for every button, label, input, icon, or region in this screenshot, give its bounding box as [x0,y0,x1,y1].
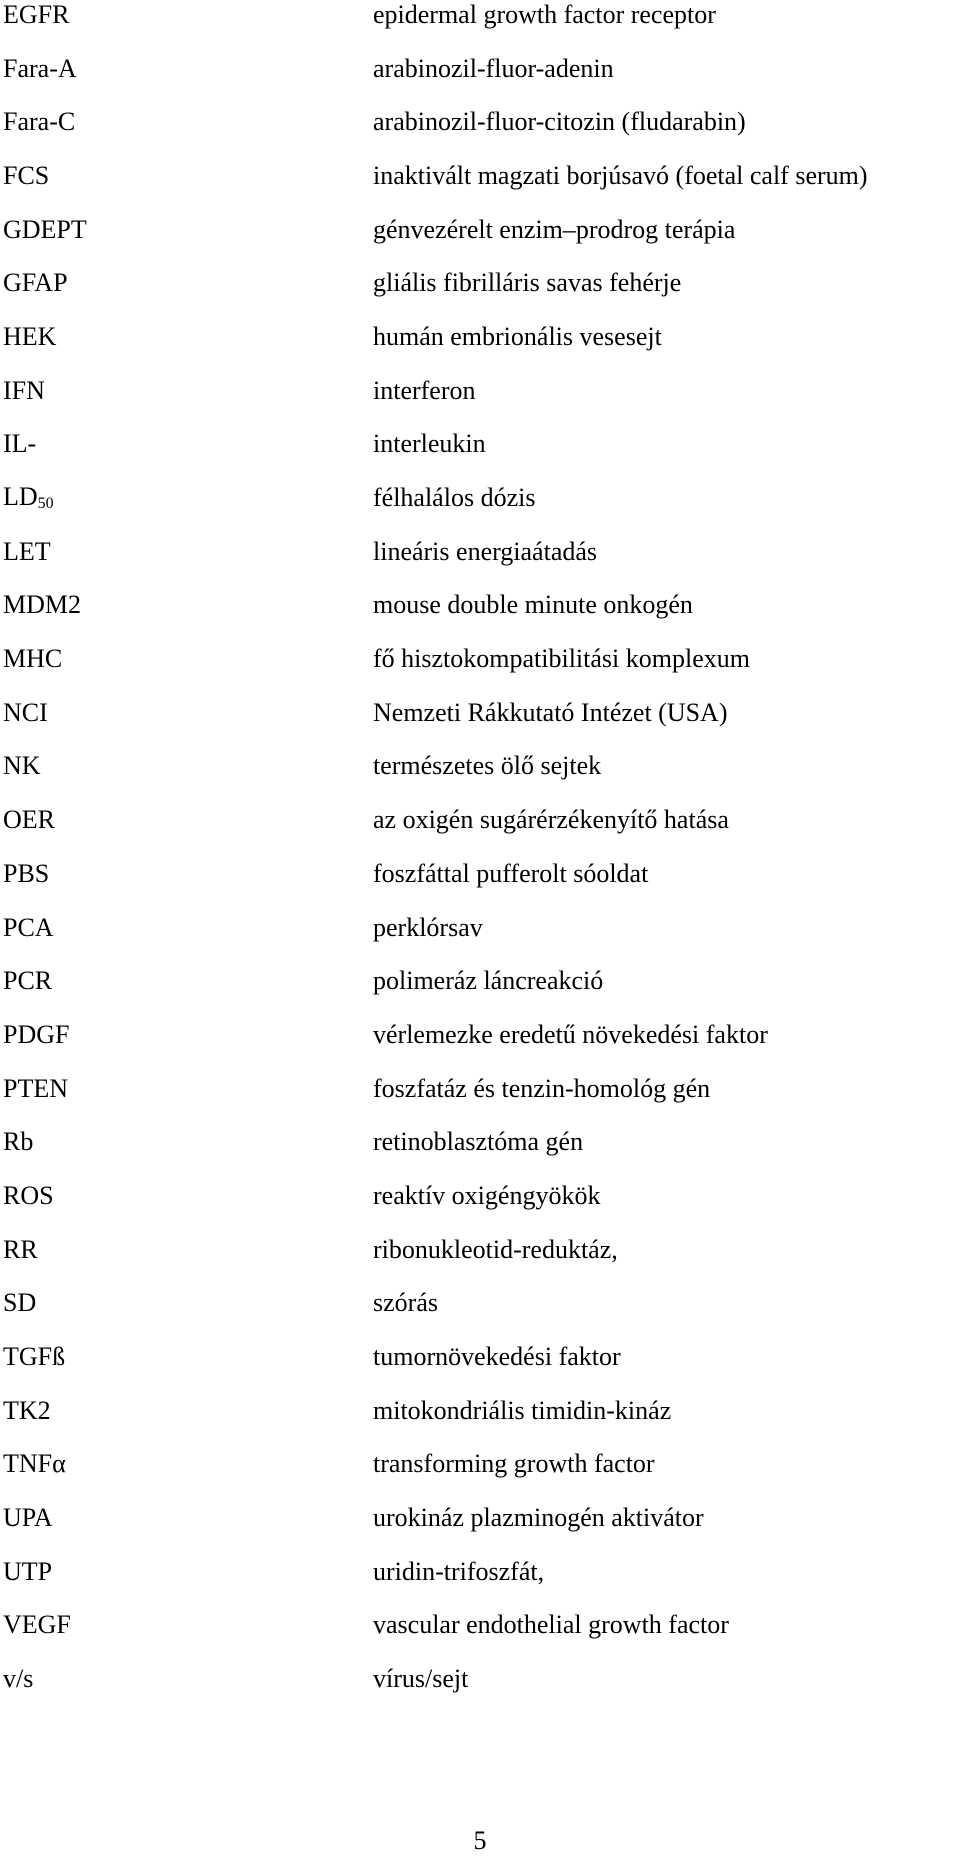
abbreviation-definition: szórás [373,1288,438,1318]
abbreviation-term [0,697,373,727]
abbreviation-row [0,1438,960,1492]
abbreviation-row [0,1169,960,1223]
abbreviation-definition: transforming growth factor [373,1449,655,1479]
abbreviation-definition: mouse double minute onkogén [373,590,693,620]
abbreviation-text: FCS [3,160,50,190]
abbreviation-definition: foszfatáz és tenzin-homológ gén [373,1073,711,1103]
abbreviation-text: PTEN [3,1073,68,1103]
abbreviation-row [0,95,960,149]
abbreviation-row [0,42,960,96]
abbreviation-definition: retinoblasztóma gén [373,1127,584,1157]
abbreviation-term [0,1129,373,1155]
abbreviation-definition: uridin-trifoszfát, [373,1556,545,1586]
abbreviation-text: OER [3,805,55,835]
abbreviation-text: IFN [3,375,45,405]
abbreviation-definition: gliális fibrilláris savas fehérje [373,268,682,298]
abbreviation-definition: urokináz plazminogén aktivátor [373,1503,704,1533]
abbreviation-text: LD [3,482,38,512]
abbreviation-term [0,321,373,351]
abbreviation-term [0,270,373,296]
abbreviation-text: Fara-A [3,53,77,83]
abbreviation-term [0,214,373,244]
abbreviation-text: VEGF [3,1610,71,1640]
abbreviation-text: MDM2 [3,590,82,620]
abbreviation-row [0,1491,960,1545]
abbreviation-term [0,646,373,672]
abbreviation-text: NK [3,751,41,781]
abbreviation-definition: interleukin [373,429,486,459]
abbreviation-row [0,310,960,364]
abbreviation-row [0,418,960,472]
abbreviation-term [0,431,373,457]
abbreviation-text: PCR [3,966,53,996]
abbreviation-row [0,579,960,633]
abbreviation-term [0,753,373,779]
abbreviation-definition: Nemzeti Rákkutató Intézet (USA) [373,697,728,727]
abbreviation-text: HEK [3,321,57,351]
abbreviation-term [0,53,373,83]
abbreviation-row [0,1384,960,1438]
abbreviation-text: TGFß [3,1342,66,1372]
abbreviation-row [0,203,960,257]
abbreviation-text: TNFα [3,1449,66,1479]
abbreviation-definition: interferon [373,375,476,405]
abbreviation-definition: vascular endothelial growth factor [373,1610,729,1640]
abbreviation-row [0,1062,960,1116]
abbreviation-row [0,364,960,418]
abbreviation-definition: foszfáttal pufferolt sóoldat [373,858,649,888]
abbreviation-definition: természetes ölő sejtek [373,751,602,781]
abbreviation-definition: félhalálos dózis [373,483,536,513]
abbreviation-row [0,793,960,847]
abbreviation-row [0,1008,960,1062]
abbreviation-term [0,160,373,190]
abbreviation-definition: mitokondriális timidin-kináz [373,1395,672,1425]
abbreviation-text: IL- [3,429,37,459]
abbreviation-text: RR [3,1234,38,1264]
abbreviation-term [0,1290,373,1316]
abbreviation-text: GDEPT [3,214,87,244]
abbreviation-term [0,1556,373,1586]
abbreviation-term [0,807,373,833]
abbreviation-text: ROS [3,1180,54,1210]
abbreviation-term [0,2,373,28]
abbreviation-definition: reaktív oxigéngyökök [373,1180,601,1210]
abbreviation-row [0,1652,960,1706]
abbreviation-term [0,1019,373,1049]
abbreviation-term [0,1666,373,1692]
abbreviation-term [0,1180,373,1210]
abbreviation-term [0,1234,373,1264]
abbreviation-subscript: 50 [37,495,54,513]
abbreviation-row [0,632,960,686]
abbreviation-definition: polimeráz láncreakció [373,966,604,996]
abbreviation-text: UTP [3,1556,53,1586]
abbreviation-term [0,1505,373,1531]
page-number: 5 [473,1826,487,1855]
abbreviation-term [0,536,373,566]
abbreviation-row [0,471,960,525]
abbreviation-definition: fő hisztokompatibilitási komplexum [373,644,750,674]
abbreviation-row [0,525,960,579]
abbreviation-row [0,901,960,955]
abbreviation-term [0,1612,373,1638]
abbreviation-definition: inaktivált magzati borjúsavó (foetal calf serum) [373,160,868,190]
abbreviation-text: PBS [3,858,50,888]
abbreviation-term [0,1451,373,1477]
abbreviation-text: PCA [3,912,54,942]
abbreviation-row [0,149,960,203]
abbreviation-term [0,858,373,888]
abbreviation-row [0,256,960,310]
abbreviation-text: EGFR [3,0,70,29]
abbreviation-row [0,1277,960,1331]
abbreviation-definition: ribonukleotid-reduktáz, [373,1234,618,1264]
abbreviation-definition: az oxigén sugárérzékenyítő hatása [373,805,729,835]
abbreviation-term [0,968,373,994]
abbreviation-definition: perklórsav [373,912,483,942]
abbreviation-text: TK2 [3,1395,51,1425]
abbreviation-text: SD [3,1288,37,1318]
abbreviation-term [0,1395,373,1425]
abbreviation-term [0,375,373,405]
abbreviation-definition: tumornövekedési faktor [373,1342,621,1372]
abbreviation-text: v/s [3,1664,34,1694]
abbreviation-term [0,1344,373,1370]
abbreviation-row [0,847,960,901]
abbreviation-row [0,1115,960,1169]
abbreviation-definition: vérlemezke eredetű növekedési faktor [373,1019,768,1049]
abbreviation-term [0,592,373,618]
abbreviation-row [0,0,960,42]
abbreviation-row [0,686,960,740]
abbreviation-term [0,912,373,942]
abbreviation-definition: arabinozil-fluor-citozin (fludarabin) [373,107,746,137]
abbreviation-definition: arabinozil-fluor-adenin [373,53,614,83]
abbreviation-row [0,1223,960,1277]
abbreviation-term [0,109,373,135]
abbreviation-row [0,1545,960,1599]
abbreviation-row [0,1599,960,1653]
abbreviation-term [0,1073,373,1103]
abbreviation-text: Rb [3,1127,34,1157]
abbreviation-row [0,1330,960,1384]
abbreviation-definition: humán embrionális vesesejt [373,321,662,351]
abbreviation-text: MHC [3,644,63,674]
abbreviation-text: LET [3,536,51,566]
abbreviation-definition: epidermal growth factor receptor [373,0,716,29]
abbreviation-text: PDGF [3,1019,70,1049]
abbreviation-row [0,740,960,794]
abbreviation-text: GFAP [3,268,68,298]
abbreviation-definition: lineáris energiaátadás [373,536,598,566]
abbreviation-definition: génvezérelt enzim–prodrog terápia [373,214,736,244]
abbreviation-text: NCI [3,697,48,727]
abbreviation-text: UPA [3,1503,53,1533]
abbreviation-term [0,484,373,512]
abbreviation-text: Fara-C [3,107,76,137]
abbreviation-row [0,954,960,1008]
abbreviation-definition: vírus/sejt [373,1664,469,1694]
